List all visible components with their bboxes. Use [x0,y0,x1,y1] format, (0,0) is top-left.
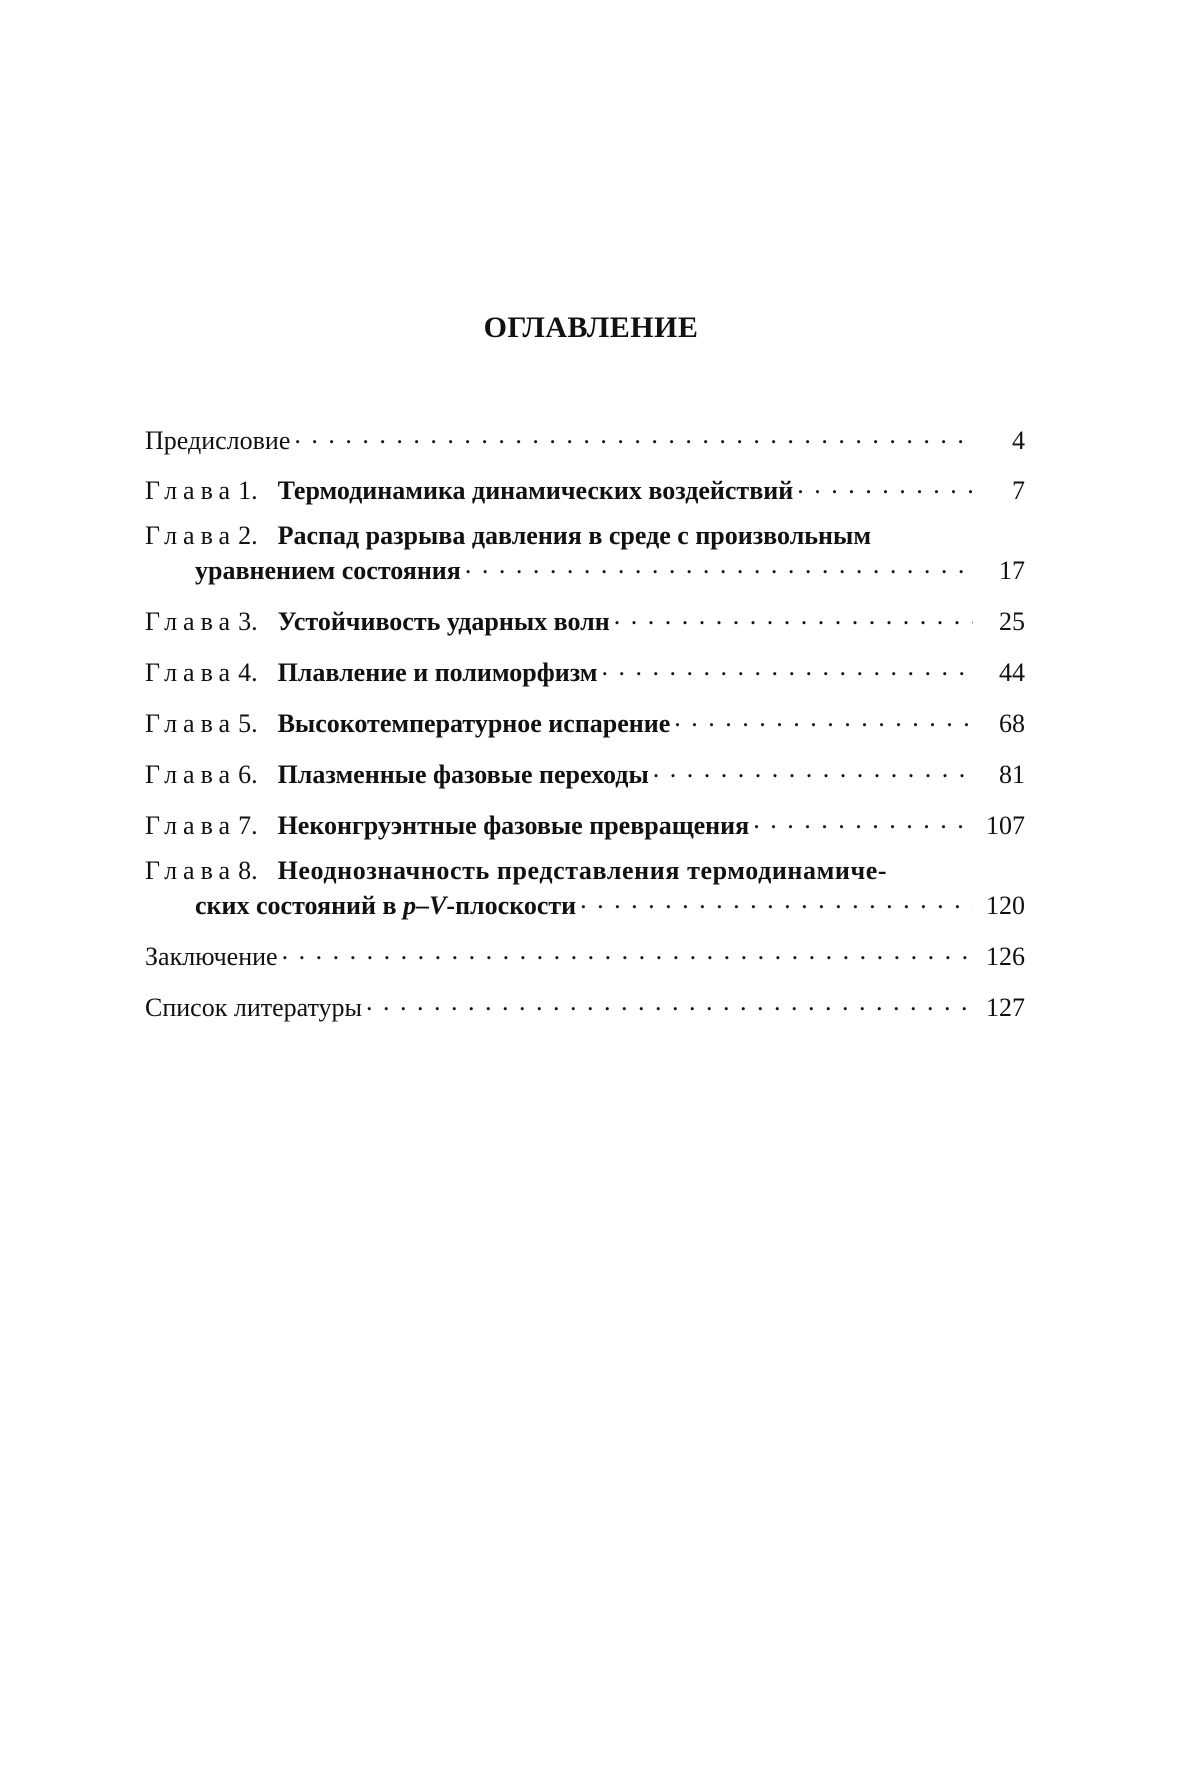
chapter-title-text: -плоскости [446,891,577,920]
dot-leader [653,754,973,783]
chapter-number: 5. [238,709,258,738]
dot-leader [465,550,973,579]
toc-page-number: 25 [999,607,1025,636]
chapter-prefix: Глава [145,709,237,738]
toc-page-number: 107 [986,811,1025,840]
toc-entry-references[interactable] [145,987,1025,1022]
toc-entry-chapter-4[interactable] [145,652,1025,687]
toc-page-number: 68 [999,709,1025,738]
chapter-prefix: Глава [145,811,237,840]
dot-leader [602,652,974,681]
toc-entry-label: Список литературы [145,993,362,1022]
toc-page-number: 17 [999,556,1025,585]
toc-entry-chapter-1[interactable] [145,470,1025,505]
dot-leader [580,885,973,914]
table-of-contents [145,420,1025,1022]
chapter-prefix: Глава [145,607,237,636]
toc-entry-chapter-8[interactable] [145,856,1025,920]
toc-entry-preface[interactable] [145,420,1025,455]
chapter-number: 7. [238,811,258,840]
chapter-number: 2. [238,521,258,550]
chapter-title-line-1: Неоднозначность представления термодинамиче- [277,856,888,885]
chapter-title-line-2: уравнением состояния [195,556,461,585]
chapter-title: Неконгруэнтные фазовые превращения [277,811,750,840]
dot-leader [674,703,973,732]
toc-page-number: 81 [999,760,1025,789]
chapter-title-text: ских состояний в [195,891,397,920]
page-title: ОГЛАВЛЕНИЕ [483,311,699,344]
dot-leader [614,601,973,630]
toc-entry-chapter-7[interactable] [145,805,1025,840]
toc-page-number: 4 [1012,426,1025,455]
dot-leader [366,987,973,1016]
chapter-title: Устойчивость ударных волн [277,607,610,636]
chapter-title-line-1: Распад разрыва давления в среде с произвольным [277,521,872,550]
chapter-title: Высокотемпературное испарение [277,709,671,738]
chapter-number: 6. [238,760,258,789]
toc-page-number: 126 [986,942,1025,971]
chapter-number: 3. [238,607,258,636]
chapter-title: Плазменные фазовые переходы [277,760,649,789]
chapter-title: Плавление и полиморфизм [277,658,598,687]
dot-leader [294,420,973,449]
chapter-prefix: Глава [145,658,237,687]
chapter-title-line-2 [195,891,576,920]
dot-leader [753,805,973,834]
toc-page-number: 7 [1012,476,1025,505]
chapter-number: 8. [238,856,258,885]
toc-entry-conclusion[interactable] [145,936,1025,971]
toc-entry-chapter-3[interactable] [145,601,1025,636]
chapter-number: 4. [238,658,258,687]
toc-page-number: 127 [986,993,1025,1022]
pv-math: p–V [403,891,447,920]
chapter-prefix: Глава [145,856,237,885]
toc-page-number: 44 [999,658,1025,687]
toc-entry-label: Заключение [145,942,278,971]
dot-leader [282,936,973,965]
toc-entry-label: Предисловие [145,426,291,455]
chapter-prefix: Глава [145,476,237,505]
toc-page-number: 120 [986,891,1025,920]
chapter-prefix: Глава [145,521,237,550]
toc-entry-chapter-2[interactable] [145,521,1025,585]
toc-entry-chapter-6[interactable] [145,754,1025,789]
dot-leader [797,470,973,499]
chapter-prefix: Глава [145,760,237,789]
toc-entry-chapter-5[interactable] [145,703,1025,738]
chapter-number: 1. [238,476,258,505]
chapter-title: Термодинамика динамических воздействий [277,476,794,505]
